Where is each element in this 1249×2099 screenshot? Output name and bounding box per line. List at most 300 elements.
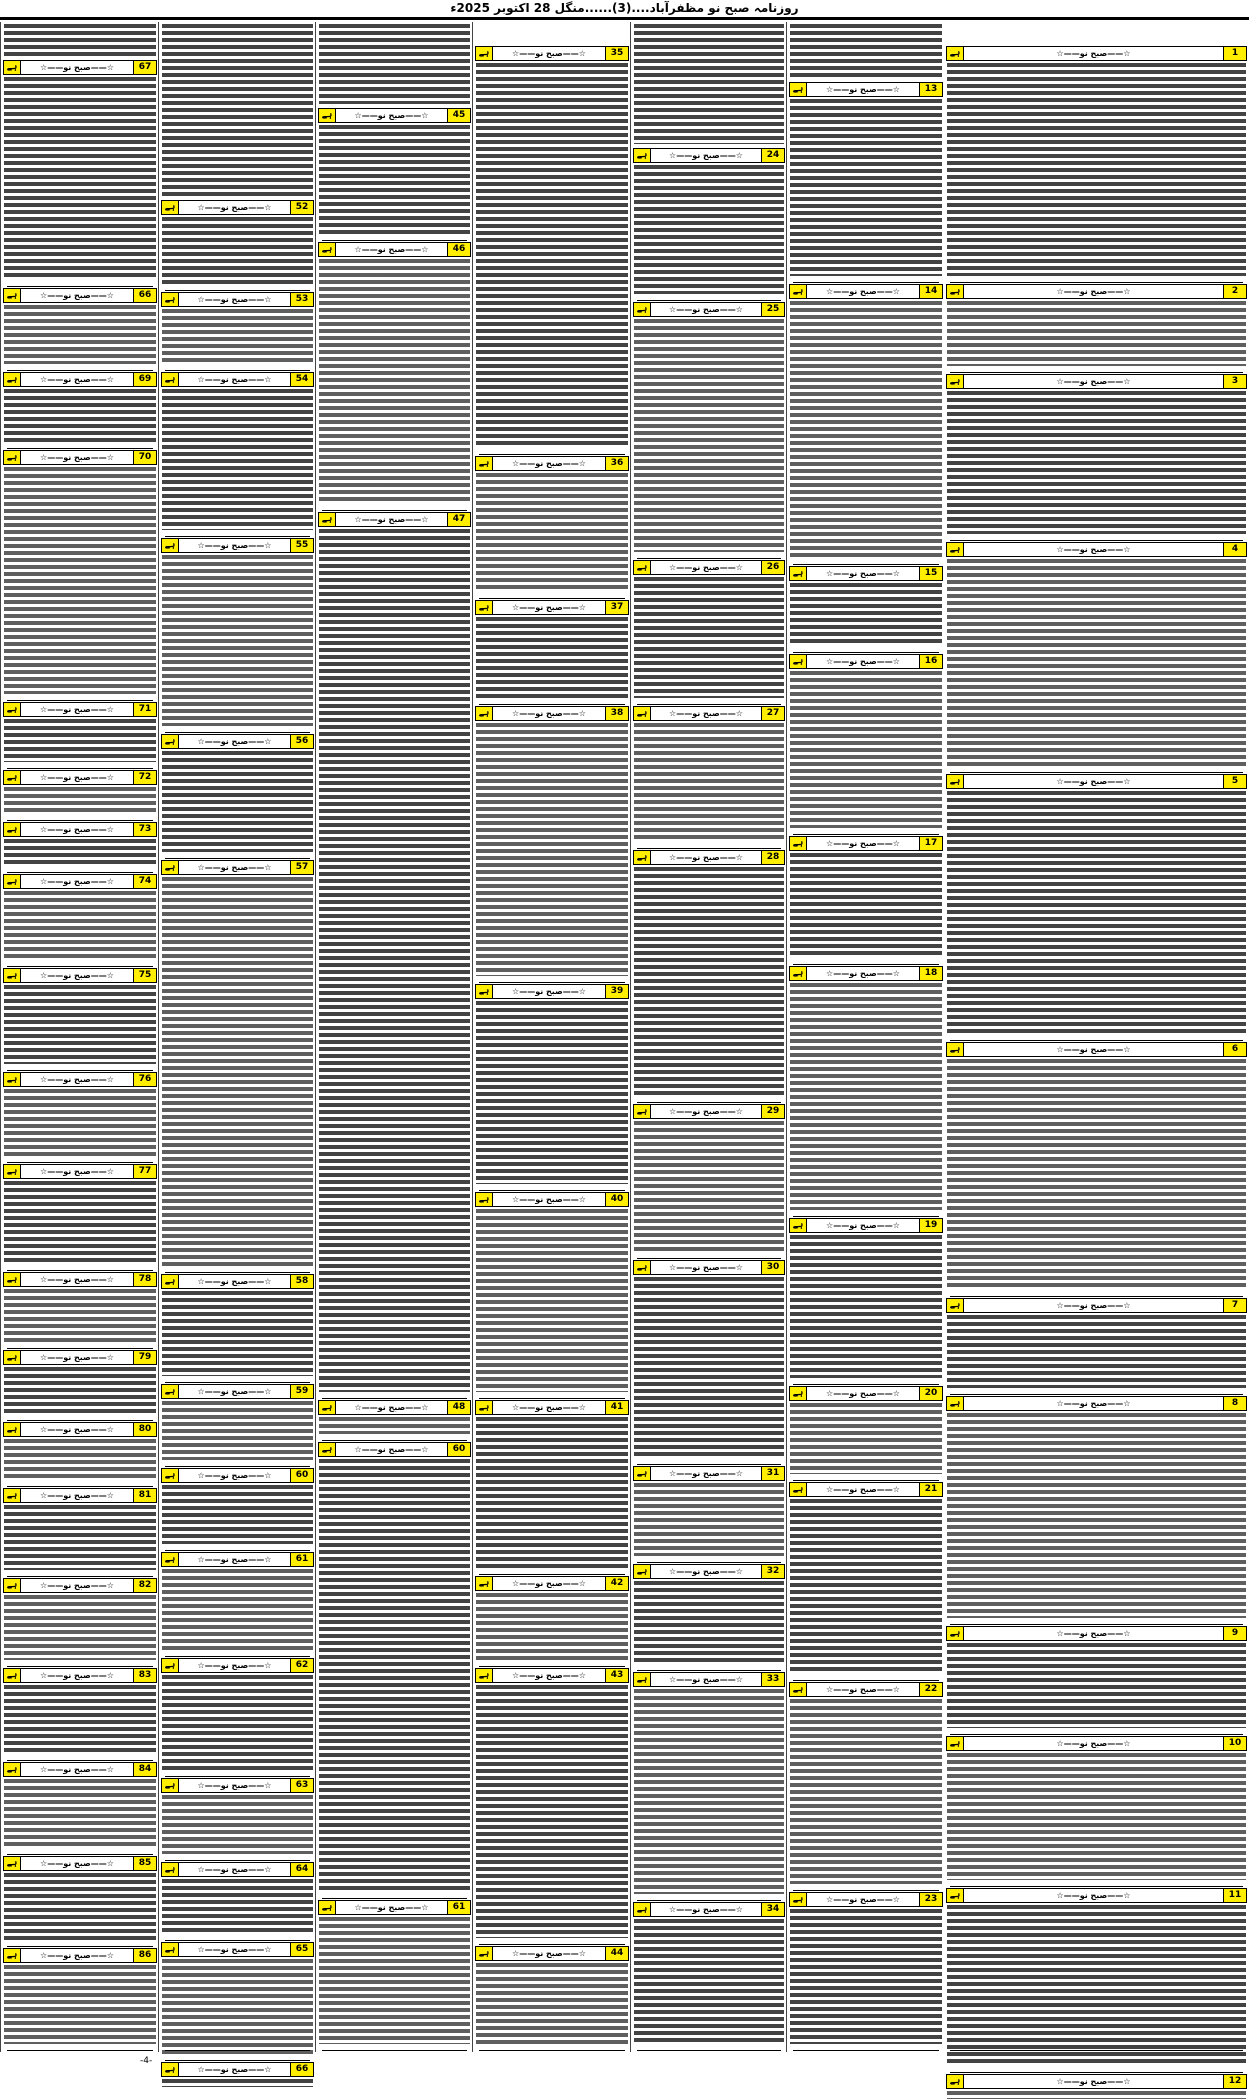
ad-tag-mark: ہے xyxy=(634,303,651,316)
ad-end-rule xyxy=(793,829,939,835)
ad-number-tag xyxy=(161,1274,314,1289)
ad-number: 66 xyxy=(133,289,156,302)
ad-end-rule xyxy=(7,1065,153,1071)
ad-tag-mark: ہے xyxy=(947,1043,964,1056)
ad-tag-mark: ہے xyxy=(4,451,21,464)
ad-number-tag xyxy=(161,538,314,553)
ad-number: 72 xyxy=(133,771,156,784)
ad-number: 71 xyxy=(133,703,156,716)
ad-end-rule xyxy=(165,1771,310,1777)
ad-body-text xyxy=(4,839,156,866)
ad-tag-mark: ہے xyxy=(4,1273,21,1286)
ad-number: 4 xyxy=(1223,543,1246,556)
ad-tag-title: ☆——صبح نو——☆ xyxy=(40,1425,114,1434)
ad-tag-mark: ہے xyxy=(4,373,21,386)
ad-tag-title: ☆——صبح نو——☆ xyxy=(669,1107,743,1116)
ad-tag-mark: ہے xyxy=(162,1779,179,1792)
ad-number-tag xyxy=(3,1164,157,1179)
page-masthead: روزنامہ صبح نو مظفرآباد....(3)......منگل 28 اکتوبر 2025ء xyxy=(450,1,799,15)
ad-end-rule xyxy=(637,1665,781,1671)
ad-body-text xyxy=(634,319,784,552)
ad-end-rule xyxy=(165,1267,310,1273)
ad-tag-mark: ہے xyxy=(162,1275,179,1288)
ad-number: 37 xyxy=(605,601,628,614)
ad-end-rule xyxy=(950,1729,1243,1735)
ad-tag-title: ☆——صبح نو——☆ xyxy=(40,291,114,300)
ad-body-text xyxy=(4,985,156,1064)
ad-tag-mark: ہے xyxy=(162,1659,179,1672)
ad-body-text xyxy=(162,217,313,284)
ad-tag-title: ☆——صبح نو——☆ xyxy=(197,1555,272,1564)
ad-body-text xyxy=(4,1089,156,1156)
ad-number-tag xyxy=(789,836,943,851)
ad-number-tag xyxy=(3,1856,157,1871)
ad-tag-title: ☆——صبح نو——☆ xyxy=(40,1075,114,1084)
ad-end-rule xyxy=(165,2055,310,2061)
ad-number-tag xyxy=(161,860,314,875)
ad-end-rule xyxy=(479,699,625,705)
ad-tag-title: ☆——صبح نو——☆ xyxy=(512,1671,586,1680)
ad-body-text xyxy=(4,1289,156,1342)
ad-tag-title: ☆——صبح نو——☆ xyxy=(40,773,114,782)
ad-tag-title: ☆——صبح نو——☆ xyxy=(197,1277,272,1286)
ad-number: 61 xyxy=(447,1901,470,1914)
ad-end-rule xyxy=(7,365,153,371)
ad-number: 84 xyxy=(133,1763,156,1776)
ad-body-text xyxy=(790,983,942,1210)
ad-number: 60 xyxy=(290,1469,313,1482)
ad-end-rule xyxy=(637,553,781,559)
ad-end-rule xyxy=(793,1475,939,1481)
ad-tag-mark: ہے xyxy=(4,875,21,888)
ad-number-tag xyxy=(3,288,157,303)
ad-number-tag xyxy=(946,1396,1247,1411)
ad-number-tag xyxy=(161,372,314,387)
ad-number-tag xyxy=(318,1400,471,1415)
ad-body-text xyxy=(319,259,470,504)
ad-tag-mark: ہے xyxy=(4,1489,21,1502)
ad-number: 43 xyxy=(605,1669,628,1682)
ad-tag-mark: ہے xyxy=(634,149,651,162)
ad-tag-title: ☆——صبح نو——☆ xyxy=(826,969,900,978)
article-column xyxy=(630,22,787,2052)
ad-tag-mark: ہے xyxy=(790,1483,807,1496)
ad-end-rule xyxy=(165,285,310,291)
ad-tag-mark: ہے xyxy=(790,1219,807,1232)
ad-number-tag xyxy=(946,46,1247,61)
ad-tag-title: ☆——صبح نو——☆ xyxy=(40,375,114,384)
ad-body-text xyxy=(162,1675,313,1770)
ad-tag-title: ☆——صبح نو——☆ xyxy=(40,971,114,980)
ad-number: 20 xyxy=(919,1387,942,1400)
ad-end-rule xyxy=(165,1461,310,1467)
ad-number: 47 xyxy=(447,513,470,526)
ad-body-text xyxy=(634,165,784,294)
ad-number: 35 xyxy=(605,47,628,60)
ad-tag-mark: ہے xyxy=(319,1401,336,1414)
ad-number: 74 xyxy=(133,875,156,888)
ad-end-rule xyxy=(7,695,153,701)
ad-tag-mark: ہے xyxy=(947,775,964,788)
ad-number-tag xyxy=(633,1104,785,1119)
ad-tag-title: ☆——صبح نو——☆ xyxy=(1056,1629,1131,1638)
ad-tag-mark: ہے xyxy=(634,1673,651,1686)
ad-body-text xyxy=(476,617,628,698)
ad-body-text xyxy=(476,723,628,976)
ad-body-text xyxy=(162,1879,313,1934)
ad-end-rule xyxy=(637,699,781,705)
ad-tag-mark: ہے xyxy=(476,707,493,720)
ad-end-rule xyxy=(793,1211,939,1217)
ad-end-rule xyxy=(950,1881,1243,1887)
ad-body-text xyxy=(634,1483,784,1556)
ad-tag-mark: ہے xyxy=(476,47,493,60)
ad-end-rule xyxy=(165,531,310,537)
ad-number-tag xyxy=(318,1442,471,1457)
ad-number: 6 xyxy=(1223,1043,1246,1056)
ad-number: 5 xyxy=(1223,775,1246,788)
ad-body-text xyxy=(162,1401,313,1460)
ad-number-tag xyxy=(3,1578,157,1593)
ad-tag-title: ☆——صبح نو——☆ xyxy=(1056,1891,1131,1900)
ad-tag-mark: ہے xyxy=(476,1577,493,1590)
ad-number: 33 xyxy=(761,1673,784,1686)
ad-number: 29 xyxy=(761,1105,784,1118)
ad-tag-mark: ہے xyxy=(476,1947,493,1960)
ad-number-tag xyxy=(3,770,157,785)
ad-end-rule xyxy=(165,2045,310,2051)
ad-end-rule xyxy=(479,1661,625,1667)
ad-number: 1 xyxy=(1223,47,1246,60)
ad-tag-mark: ہے xyxy=(4,1351,21,1364)
ad-tag-mark: ہے xyxy=(790,567,807,580)
ad-body-text xyxy=(4,389,156,442)
ad-number-tag xyxy=(633,560,785,575)
ad-body-text xyxy=(947,1753,1246,1880)
ad-tag-title: ☆——صبح نو——☆ xyxy=(826,1485,900,1494)
ad-end-rule xyxy=(7,1941,153,1947)
ad-tag-title: ☆——صبح نو——☆ xyxy=(354,1403,429,1412)
ad-number-tag xyxy=(475,600,629,615)
ad-number-tag xyxy=(161,292,314,307)
ad-end-rule xyxy=(7,1571,153,1577)
ad-body-text xyxy=(634,1277,784,1458)
ad-body-text xyxy=(319,529,470,1392)
ad-number-tag xyxy=(161,1658,314,1673)
ad-body-text xyxy=(162,1795,313,1854)
ad-number-tag xyxy=(633,1260,785,1275)
ad-body-text xyxy=(947,301,1246,366)
ad-end-rule xyxy=(793,1675,939,1681)
ad-tag-title: ☆——صبح نو——☆ xyxy=(512,459,586,468)
ad-tag-mark: ہے xyxy=(162,1385,179,1398)
ad-tag-title: ☆——صبح نو——☆ xyxy=(40,705,114,714)
ad-body-text xyxy=(476,1001,628,1184)
ad-number-tag xyxy=(475,1192,629,1207)
ad-number: 45 xyxy=(447,109,470,122)
ad-end-rule xyxy=(793,1885,939,1891)
ad-body-text xyxy=(947,1413,1246,1618)
ad-tag-mark: ہے xyxy=(4,771,21,784)
ad-number: 28 xyxy=(761,851,784,864)
ad-body-text xyxy=(947,2091,1246,2099)
ad-number-tag xyxy=(789,654,943,669)
ad-tag-mark: ہے xyxy=(4,823,21,836)
ad-end-rule xyxy=(793,2045,939,2051)
ad-end-rule xyxy=(322,2045,467,2051)
ad-tag-mark: ہے xyxy=(4,1423,21,1436)
article-column xyxy=(786,22,945,2052)
ad-body-text xyxy=(790,99,942,276)
ad-tag-mark: ہے xyxy=(947,375,964,388)
ad-number: 57 xyxy=(290,861,313,874)
ad-body-text xyxy=(162,555,313,726)
ad-tag-mark: ہے xyxy=(162,2063,179,2076)
ad-tag-title: ☆——صبح نو——☆ xyxy=(669,151,743,160)
ad-number: 39 xyxy=(605,985,628,998)
ad-number: 66 xyxy=(290,2063,313,2076)
ad-tag-title: ☆——صبح نو——☆ xyxy=(40,1951,114,1960)
ad-tag-title: ☆——صبح نو——☆ xyxy=(197,375,272,384)
ad-tag-mark: ہے xyxy=(634,1105,651,1118)
ad-number-tag xyxy=(946,1626,1247,1641)
ad-end-rule xyxy=(7,443,153,449)
ad-tag-title: ☆——صبح نو——☆ xyxy=(197,863,272,872)
ad-number: 24 xyxy=(761,149,784,162)
ad-tag-title: ☆——صبح نو——☆ xyxy=(826,1389,900,1398)
ad-number-tag xyxy=(633,1672,785,1687)
ad-tag-mark: ہے xyxy=(790,1893,807,1906)
ad-end-rule xyxy=(950,367,1243,373)
ad-end-rule xyxy=(950,535,1243,541)
ad-tag-title: ☆——صبح نو——☆ xyxy=(512,1195,586,1204)
ad-tag-mark: ہے xyxy=(4,289,21,302)
ad-number: 79 xyxy=(133,1351,156,1364)
ad-tag-mark: ہے xyxy=(319,1443,336,1456)
ad-end-rule xyxy=(950,2045,1243,2051)
ad-end-rule xyxy=(637,843,781,849)
ad-body-text xyxy=(4,1779,156,1848)
ad-number-tag xyxy=(789,284,943,299)
ad-end-rule xyxy=(479,1185,625,1191)
ad-number-tag xyxy=(475,1400,629,1415)
ad-tag-title: ☆——صبح نو——☆ xyxy=(826,839,900,848)
ad-end-rule xyxy=(7,2045,153,2051)
ad-tag-mark: ہے xyxy=(634,1261,651,1274)
ad-tag-mark: ہے xyxy=(476,1193,493,1206)
ad-body-text xyxy=(162,389,313,530)
ad-tag-mark: ہے xyxy=(4,1073,21,1086)
ad-tag-title: ☆——صبح نو——☆ xyxy=(1056,49,1131,58)
ad-end-rule xyxy=(7,1415,153,1421)
ad-end-rule xyxy=(7,1849,153,1855)
ad-number: 36 xyxy=(605,457,628,470)
ad-tag-mark: ہے xyxy=(790,1387,807,1400)
ad-number-tag xyxy=(161,734,314,749)
ad-number: 40 xyxy=(605,1193,628,1206)
ad-body-text xyxy=(790,583,942,646)
ad-end-rule xyxy=(479,449,625,455)
ad-body-text xyxy=(947,559,1246,766)
ad-number-tag xyxy=(3,1762,157,1777)
ad-end-rule xyxy=(950,1291,1243,1297)
ad-number-tag xyxy=(161,1552,314,1567)
ad-number-tag xyxy=(946,542,1247,557)
ad-number: 60 xyxy=(447,1443,470,1456)
ad-tag-mark: ہے xyxy=(319,243,336,256)
ad-tag-mark: ہے xyxy=(4,1579,21,1592)
ad-tag-title: ☆——صبح نو——☆ xyxy=(40,1167,114,1176)
ad-number: 70 xyxy=(133,451,156,464)
ad-number: 7 xyxy=(1223,1299,1246,1312)
ad-tag-mark: ہے xyxy=(634,1565,651,1578)
ad-number: 61 xyxy=(290,1553,313,1566)
ad-number-tag xyxy=(161,1384,314,1399)
ad-number: 78 xyxy=(133,1273,156,1286)
ad-number: 14 xyxy=(919,285,942,298)
ad-body-text xyxy=(4,1505,156,1570)
ad-number-tag xyxy=(633,1564,785,1579)
ad-end-rule xyxy=(793,277,939,283)
ad-number-tag xyxy=(161,1942,314,1957)
ad-end-rule xyxy=(950,2067,1243,2073)
ad-number-tag xyxy=(946,1298,1247,1313)
ad-number: 15 xyxy=(919,567,942,580)
ad-tag-title: ☆——صبح نو——☆ xyxy=(40,1765,114,1774)
ad-number: 86 xyxy=(133,1949,156,1962)
ad-number-tag xyxy=(318,512,471,527)
ad-body-text xyxy=(790,1403,942,1474)
ad-tag-mark: ہے xyxy=(947,1889,964,1902)
ad-tag-mark: ہے xyxy=(790,1683,807,1696)
ad-tag-title: ☆——صبح نو——☆ xyxy=(669,1567,743,1576)
ad-number: 73 xyxy=(133,823,156,836)
ad-tag-mark: ہے xyxy=(4,1763,21,1776)
ad-number-tag xyxy=(789,1682,943,1697)
ad-body-text xyxy=(947,1059,1246,1290)
ad-number: 58 xyxy=(290,1275,313,1288)
ad-number: 42 xyxy=(605,1577,628,1590)
ad-tag-title: ☆——صبح نو——☆ xyxy=(40,1353,114,1362)
ad-body-text xyxy=(476,1417,628,1568)
ad-tag-title: ☆——صبح نو——☆ xyxy=(197,295,272,304)
ad-end-rule xyxy=(165,1545,310,1551)
ad-body-text xyxy=(162,751,313,852)
ad-tag-title: ☆——صبح نو——☆ xyxy=(197,1945,272,1954)
ad-end-rule xyxy=(165,365,310,371)
ad-number-tag xyxy=(161,1862,314,1877)
ad-end-rule xyxy=(165,1651,310,1657)
ad-end-rule xyxy=(7,763,153,769)
ad-number: 44 xyxy=(605,1947,628,1960)
masthead-rule xyxy=(0,17,1249,20)
ad-body-text xyxy=(634,723,784,842)
ad-number-tag xyxy=(946,1888,1247,1903)
ad-number: 56 xyxy=(290,735,313,748)
ad-tag-mark: ہے xyxy=(4,1949,21,1962)
ad-number-tag xyxy=(946,774,1247,789)
ad-body-text xyxy=(319,24,470,104)
ad-number-tag xyxy=(3,968,157,983)
ad-tag-mark: ہے xyxy=(947,47,964,60)
ad-number-tag xyxy=(3,1488,157,1503)
ad-number-tag xyxy=(789,966,943,981)
ad-tag-title: ☆——صبح نو——☆ xyxy=(826,569,900,578)
ad-body-text xyxy=(790,1699,942,1884)
ad-tag-title: ☆——صبح نو——☆ xyxy=(512,603,586,612)
ad-body-text xyxy=(790,1499,942,1674)
ad-number-tag xyxy=(318,242,471,257)
ad-body-text xyxy=(947,791,1246,1034)
ad-number-tag xyxy=(3,1422,157,1437)
ad-number: 48 xyxy=(447,1401,470,1414)
ad-number: 38 xyxy=(605,707,628,720)
ad-tag-title: ☆——صبح نو——☆ xyxy=(1056,1399,1131,1408)
ad-tag-mark: ہے xyxy=(319,109,336,122)
ad-number: 34 xyxy=(761,1903,784,1916)
ad-number-tag xyxy=(161,1778,314,1793)
ad-tag-title: ☆——صبح نو——☆ xyxy=(669,709,743,718)
ad-tag-title: ☆——صبح نو——☆ xyxy=(512,1403,586,1412)
ad-tag-mark: ہے xyxy=(476,985,493,998)
ad-end-rule xyxy=(637,1895,781,1901)
ad-body-text xyxy=(4,1685,156,1754)
ad-body-text xyxy=(319,1417,470,1434)
article-column xyxy=(315,22,473,2052)
ad-number: 32 xyxy=(761,1565,784,1578)
article-column xyxy=(472,22,631,2052)
ad-number: 80 xyxy=(133,1423,156,1436)
ad-end-rule xyxy=(165,1935,310,1941)
ad-number: 62 xyxy=(290,1659,313,1672)
ad-body-text xyxy=(4,77,156,280)
ad-body-text xyxy=(634,1689,784,1894)
ad-tag-mark: ہے xyxy=(476,1669,493,1682)
ad-tag-title: ☆——صبح نو——☆ xyxy=(512,1579,586,1588)
ad-body-text xyxy=(790,301,942,558)
ad-body-text xyxy=(319,1459,470,1892)
ad-body-text xyxy=(4,305,156,364)
ad-number-tag xyxy=(3,702,157,717)
ad-end-rule xyxy=(950,1035,1243,1041)
ad-number: 26 xyxy=(761,561,784,574)
ad-tag-mark: ہے xyxy=(790,285,807,298)
ad-number-tag xyxy=(633,148,785,163)
ad-number: 11 xyxy=(1223,1889,1246,1902)
ad-number: 54 xyxy=(290,373,313,386)
ad-body-text xyxy=(162,24,313,196)
ad-tag-title: ☆——صبح نو——☆ xyxy=(197,1865,272,1874)
ad-tag-title: ☆——صبح نو——☆ xyxy=(197,1781,272,1790)
ad-tag-title: ☆——صبح نو——☆ xyxy=(40,877,114,886)
ad-end-rule xyxy=(322,505,467,511)
ad-body-text xyxy=(162,1291,313,1376)
ad-body-text xyxy=(162,1569,313,1650)
ad-tag-title: ☆——صبح نو——☆ xyxy=(40,63,114,72)
ad-tag-title: ☆——صبح نو——☆ xyxy=(1056,377,1131,386)
article-column xyxy=(944,22,1249,2086)
ad-tag-mark: ہے xyxy=(634,851,651,864)
ad-tag-mark: ہے xyxy=(162,293,179,306)
ad-tag-mark: ہے xyxy=(790,837,807,850)
ad-number-tag xyxy=(475,984,629,999)
ad-end-rule xyxy=(793,1379,939,1385)
ad-number-tag xyxy=(946,374,1247,389)
ad-number: 67 xyxy=(133,61,156,74)
ad-end-rule xyxy=(322,235,467,241)
ad-end-rule xyxy=(637,295,781,301)
ad-end-rule xyxy=(479,1393,625,1399)
